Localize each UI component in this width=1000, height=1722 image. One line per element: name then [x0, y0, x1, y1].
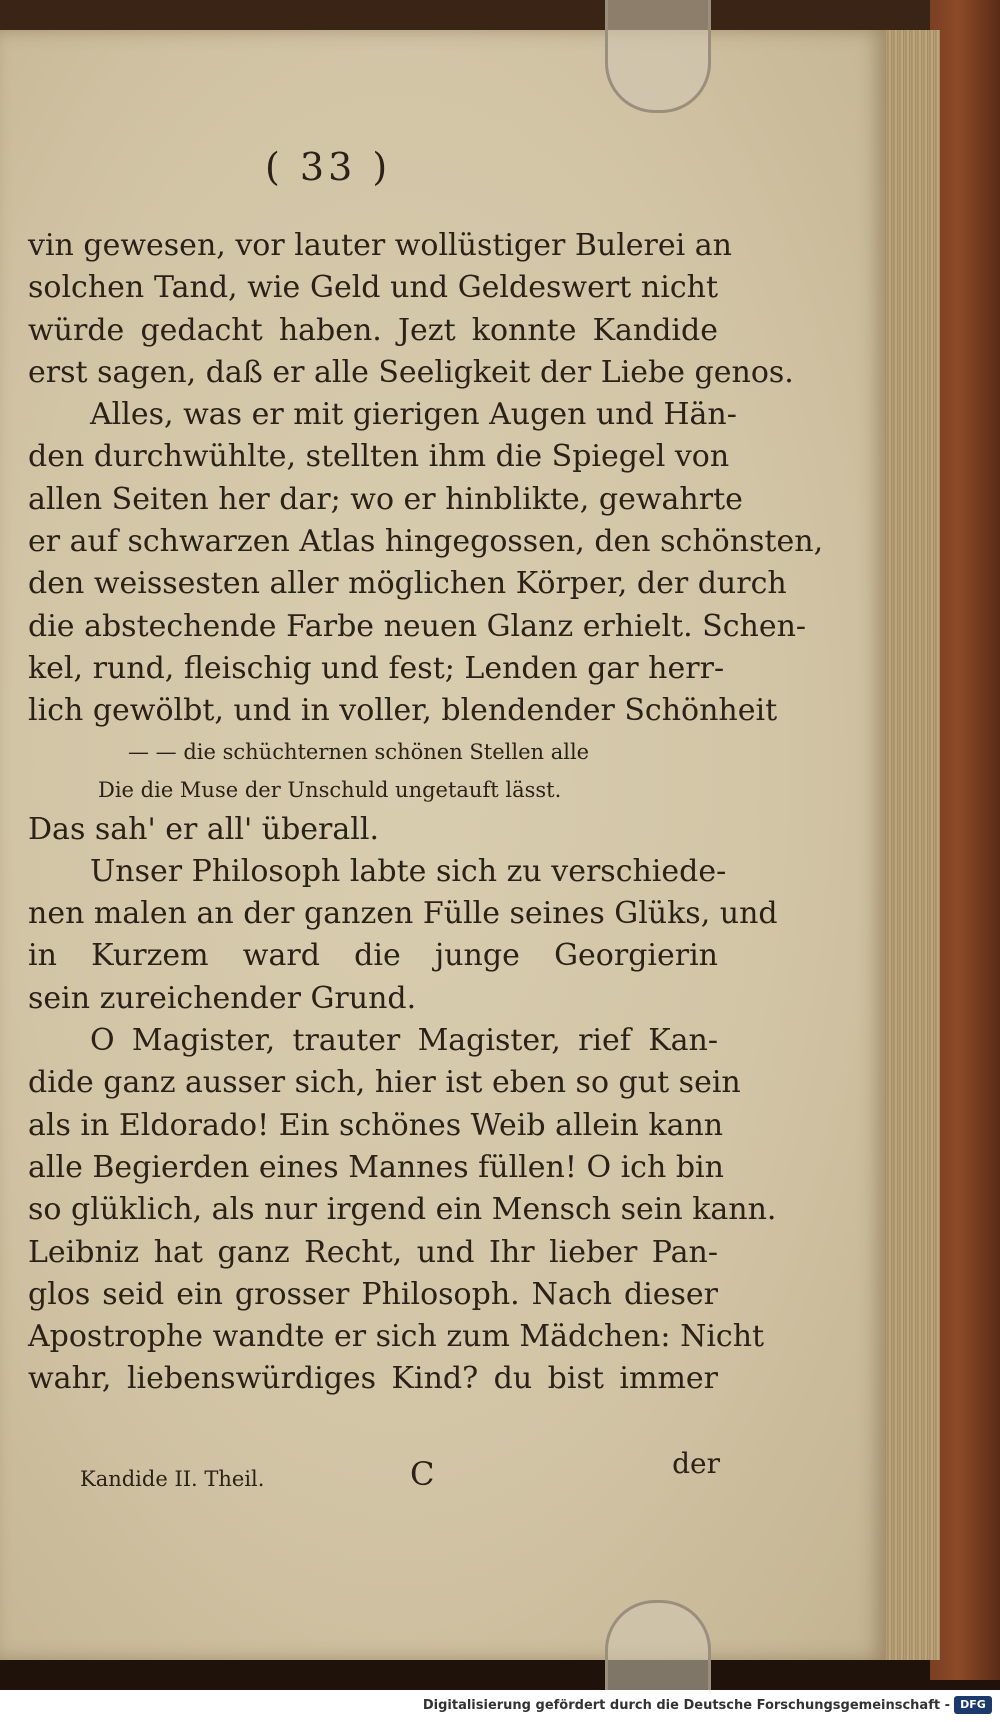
book-cover-edge	[930, 0, 1000, 1680]
page-number: ( 33 )	[265, 145, 392, 189]
digitization-credit: Digitalisierung gefördert durch die Deutsche Forschungsgemeinschaft -	[422, 1698, 950, 1713]
text-line: lich gewölbt, und in voller, blendender Schönheit	[28, 693, 778, 729]
text-line: den weissesten aller möglichen Körper, der durch	[28, 566, 787, 602]
text-line: so glüklich, als nur irgend ein Mensch sein kann.	[28, 1192, 777, 1228]
text-line: als in Eldorado! Ein schönes Weib allein kann	[28, 1107, 724, 1143]
text-line: den durchwühlte, stellten ihm die Spiegel von	[28, 439, 730, 475]
text-line: Apostrophe wandte er sich zum Mädchen: Nicht	[28, 1319, 765, 1355]
page-body	[28, 225, 824, 1401]
text-line: erst sagen, daß er alle Seeligkeit der Liebe genos.	[28, 354, 794, 390]
text-line: Alles, was er mit gierigen Augen und Hän-	[90, 397, 737, 433]
text-line: glos seid ein grosser Philosoph. Nach dieser	[28, 1276, 718, 1312]
text-line: Das sah' er all' überall.	[28, 811, 379, 847]
text-line: wahr, liebenswürdiges Kind? du bist immer	[28, 1361, 718, 1397]
verse-quote-line: Die die Muse der Unschuld ungetauft lässt.	[98, 777, 562, 802]
page-clip-top	[605, 0, 711, 113]
page-edges	[880, 30, 940, 1660]
text-line: Unser Philosoph labte sich zu verschiede-	[90, 853, 727, 889]
catchword: der	[672, 1447, 720, 1480]
text-line: Leibniz hat ganz Recht, und Ihr lieber Pan-	[28, 1234, 718, 1270]
text-line: die abstechende Farbe neuen Glanz erhielt. Schen-	[28, 608, 807, 644]
text-line: kel, rund, fleischig und fest; Lenden gar herr-	[28, 650, 725, 686]
verse-quote-line: — — die schüchternen schönen Stellen alle	[128, 739, 590, 764]
text-line: solchen Tand, wie Geld und Geldeswert nicht	[28, 270, 718, 306]
text-line: O Magister, trauter Magister, rief Kan-	[90, 1023, 718, 1059]
text-line: nen malen an der ganzen Fülle seines Glüks, und	[28, 896, 778, 932]
text-line: allen Seiten her dar; wo er hinblikte, gewahrte	[28, 481, 743, 517]
page-clip-bottom	[605, 1600, 711, 1693]
text-line: alle Begierden eines Mannes füllen! O ich bin	[28, 1149, 724, 1185]
text-line: er auf schwarzen Atlas hingegossen, den schönsten,	[28, 524, 824, 560]
page-footer	[80, 1447, 720, 1495]
signature-mark: C	[410, 1455, 435, 1493]
text-line: sein zureichender Grund.	[28, 980, 417, 1016]
credit-bar	[0, 1690, 1000, 1722]
text-line: vin gewesen, vor lauter wollüstiger Bulerei an	[28, 228, 732, 263]
text-line: in Kurzem ward die junge Georgierin	[28, 938, 718, 974]
text-line: dide ganz ausser sich, hier ist eben so gut sein	[28, 1065, 741, 1101]
text-line: würde gedacht haben. Jezt konnte Kandide	[28, 312, 718, 348]
signature-line: Kandide II. Theil.	[80, 1467, 265, 1491]
dfg-logo: DFG	[954, 1696, 992, 1714]
